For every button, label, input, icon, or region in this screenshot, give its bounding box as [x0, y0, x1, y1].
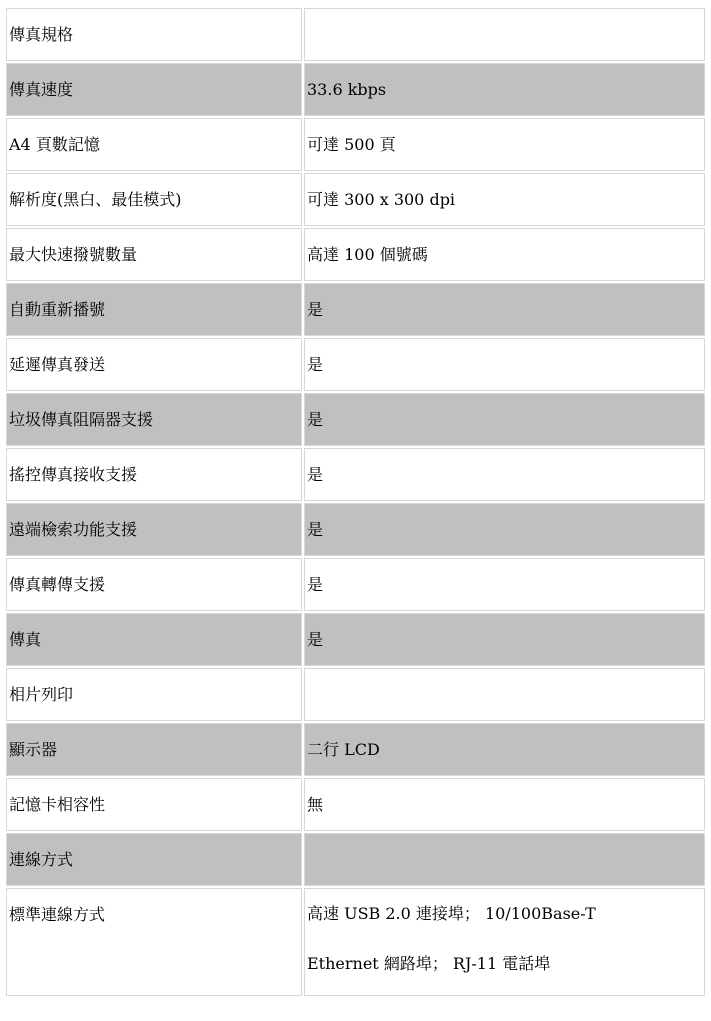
row-label: 延遲傳真發送 [6, 338, 302, 391]
row-label: 顯示器 [6, 723, 302, 776]
row-value: 是 [304, 338, 705, 391]
row-value-line: Ethernet 網路埠； RJ-11 電話埠 [307, 954, 551, 973]
table-row [6, 283, 705, 336]
table-row [6, 888, 705, 996]
row-label: 最大快速撥號數量 [6, 228, 302, 281]
row-value: 高達 100 個號碼 [304, 228, 705, 281]
row-value: 是 [304, 503, 705, 556]
row-value: 是 [304, 613, 705, 666]
table-row [6, 503, 705, 556]
table-row [6, 393, 705, 446]
table-row [6, 558, 705, 611]
row-label: 連線方式 [6, 833, 302, 886]
table-row [6, 228, 705, 281]
table-row [6, 778, 705, 831]
row-value: 是 [304, 283, 705, 336]
row-value: 33.6 kbps [304, 63, 705, 116]
row-label: 傳真轉傳支援 [6, 558, 302, 611]
table-row [6, 448, 705, 501]
row-value [304, 8, 705, 61]
row-value-line: 高速 USB 2.0 連接埠； 10/100Base-T [307, 904, 596, 923]
table-row [6, 833, 705, 886]
row-value [304, 833, 705, 886]
row-value [304, 668, 705, 721]
row-label: 相片列印 [6, 668, 302, 721]
table-row [6, 8, 705, 61]
row-label: 垃圾傳真阻隔器支援 [6, 393, 302, 446]
row-label: 傳真 [6, 613, 302, 666]
row-label: 傳真規格 [6, 8, 302, 61]
row-value: 可達 500 頁 [304, 118, 705, 171]
row-value: 是 [304, 558, 705, 611]
row-value: 是 [304, 448, 705, 501]
table-row [6, 613, 705, 666]
row-value [304, 888, 705, 996]
row-label: A4 頁數記憶 [6, 118, 302, 171]
table-row [6, 723, 705, 776]
table-row [6, 118, 705, 171]
row-label: 遠端檢索功能支援 [6, 503, 302, 556]
row-label: 傳真速度 [6, 63, 302, 116]
row-label: 搖控傳真接收支援 [6, 448, 302, 501]
row-label: 解析度(黑白、最佳模式) [6, 173, 302, 226]
row-value: 無 [304, 778, 705, 831]
row-label: 自動重新播號 [6, 283, 302, 336]
table-row [6, 338, 705, 391]
row-label: 標準連線方式 [6, 888, 302, 996]
row-value: 可達 300 x 300 dpi [304, 173, 705, 226]
table-row [6, 668, 705, 721]
row-value: 二行 LCD [304, 723, 705, 776]
table-row [6, 173, 705, 226]
row-label: 記憶卡相容性 [6, 778, 302, 831]
spec-table [4, 6, 707, 998]
row-value: 是 [304, 393, 705, 446]
table-row [6, 63, 705, 116]
